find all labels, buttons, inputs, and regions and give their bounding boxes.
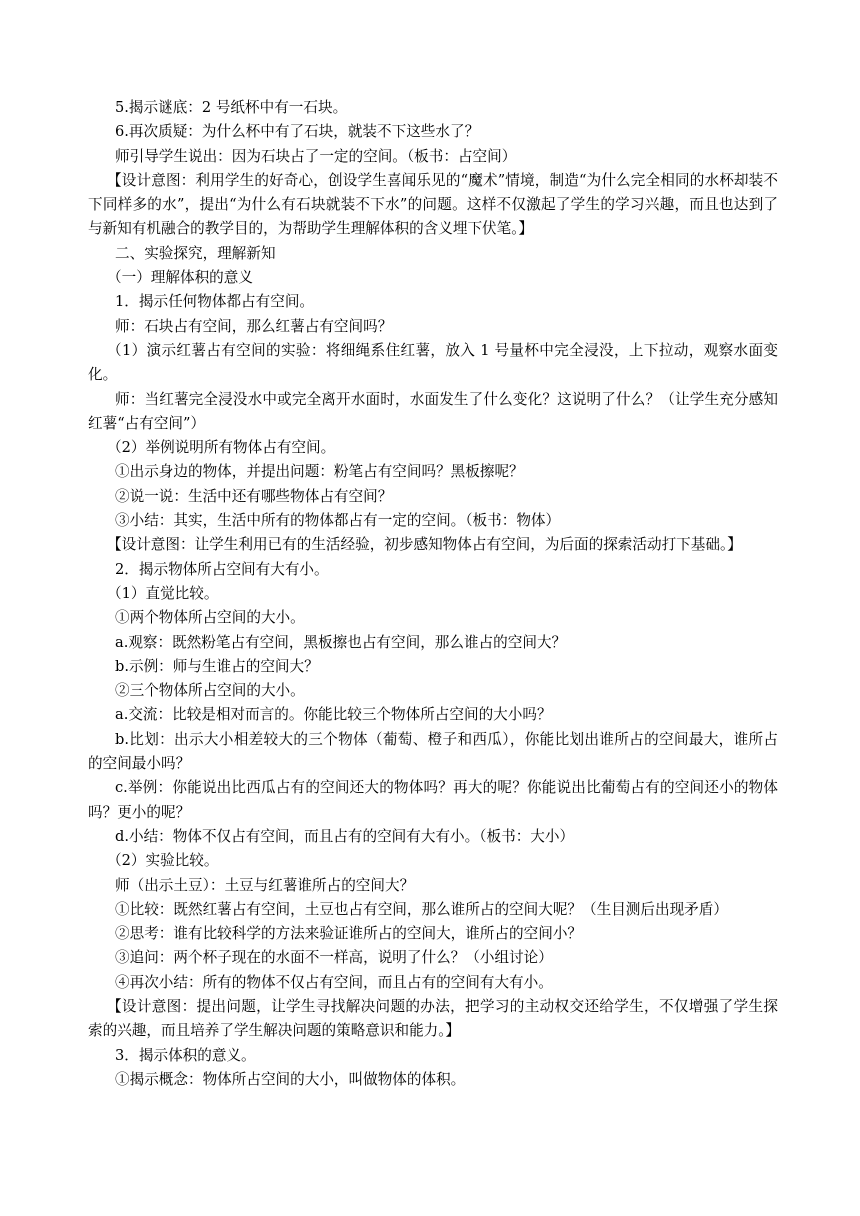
subsection-heading: （一）理解体积的意义 (107, 269, 253, 287)
paragraph: 1．揭示任何物体都占有空间。 (115, 293, 315, 311)
paragraph: ③小结：其实，生活中所有的物体都占有一定的空间。（板书：物体） (115, 512, 561, 530)
paragraph: ①揭示概念：物体所占空间的大小，叫做物体的体积。 (115, 1070, 466, 1088)
paragraph: 3．揭示体积的意义。 (115, 1046, 256, 1064)
paragraph: b.示例：师与生谁占的空间大？ (115, 657, 319, 675)
section-heading: 二、实验探究，理解新知 (115, 244, 276, 262)
paragraph: 5.揭示谜底：2 号纸杯中有一石块。 (115, 99, 348, 116)
paragraph: a.交流：比较是相对而言的。你能比较三个物体所占空间的大小吗？ (115, 706, 552, 724)
paragraph: c.举例：你能说出比西瓜占有的空间还大的物体吗？再大的呢？你能说出比葡萄占有的空间还小的物体吗？更小的呢？ (88, 779, 778, 821)
paragraph: （2）举例说明所有物体占有空间。 (107, 439, 336, 457)
paragraph: 师引导学生说出：因为石块占了一定的空间。（板书：占空间） (115, 147, 517, 165)
paragraph: （1）直觉比较。 (107, 584, 219, 602)
design-intent-note: 【设计意图：让学生利用已有的生活经验，初步感知物体占有空间，为后面的探索活动打下基础。】 (107, 536, 742, 554)
paragraph: ④再次小结：所有的物体不仅占有空间，而且占有的空间有大有小。 (115, 973, 553, 991)
paragraph: （2）实验比较。 (107, 852, 219, 870)
paragraph: ①比较：既然红薯占有空间，土豆也占有空间，那么谁所占的空间大呢？（生目测后出现矛盾） (115, 900, 728, 918)
paragraph: ②说一说：生活中还有哪些物体占有空间？ (115, 487, 393, 505)
paragraph: a.观察：既然粉笔占有空间，黑板擦也占有空间，那么谁占的空间大？ (115, 633, 567, 651)
paragraph: 6.再次质疑：为什么杯中有了石块，就装不下这些水了？ (115, 123, 480, 141)
paragraph: 师：当红薯完全浸没水中或完全离开水面时，水面发生了什么变化？这说明了什么？（让学生充分感知红薯“占有空间”） (88, 390, 778, 432)
paragraph: 师：石块占有空间，那么红薯占有空间吗？ (115, 317, 393, 335)
document-body (88, 96, 778, 1092)
paragraph: d.小结：物体不仅占有空间，而且占有的空间有大有小。（板书：大小） (115, 827, 575, 845)
paragraph: （1）演示红薯占有空间的实验：将细绳系住红薯，放入 1 号量杯中完全浸没，上下拉动，观察水面变化。 (88, 341, 778, 384)
paragraph: ③追问：两个杯子现在的水面不一样高，说明了什么？（小组讨论） (115, 949, 553, 967)
paragraph: 师（出示土豆）：土豆与红薯谁所占的空间大？ (115, 876, 415, 894)
paragraph: ①两个物体所占空间的大小。 (115, 609, 305, 627)
paragraph: 2．揭示物体所占空间有大有小。 (115, 560, 329, 578)
paragraph: ②三个物体所占空间的大小。 (115, 682, 305, 700)
design-intent-note: 【设计意图：提出问题，让学生寻找解决问题的办法，把学习的主动权交还给学生，不仅增强了学生探索的兴趣，而且培养了学生解决问题的策略意识和能力。】 (88, 997, 778, 1040)
design-intent-note: 【设计意图：利用学生的好奇心，创设学生喜闻乐见的“魔术”情境，制造“为什么完全相同的水杯却装不下同样多的水”，提出“为什么有石块就装不下水”的问题。这样不仅激起了学生的学习兴趣，而且也达到了与新知有机融合的教学目的，为帮助学生理解体积的含义埋下伏笔。】 (88, 171, 778, 238)
paragraph: ①出示身边的物体，并提出问题：粉笔占有空间吗？黑板擦呢？ (115, 463, 524, 481)
paragraph: b.比划：出示大小相差较大的三个物体（葡萄、橙子和西瓜），你能比划出谁所占的空间最大，谁所占的空间最小吗？ (88, 730, 778, 773)
paragraph: ②思考：谁有比较科学的方法来验证谁所占的空间大，谁所占的空间小？ (115, 925, 583, 943)
